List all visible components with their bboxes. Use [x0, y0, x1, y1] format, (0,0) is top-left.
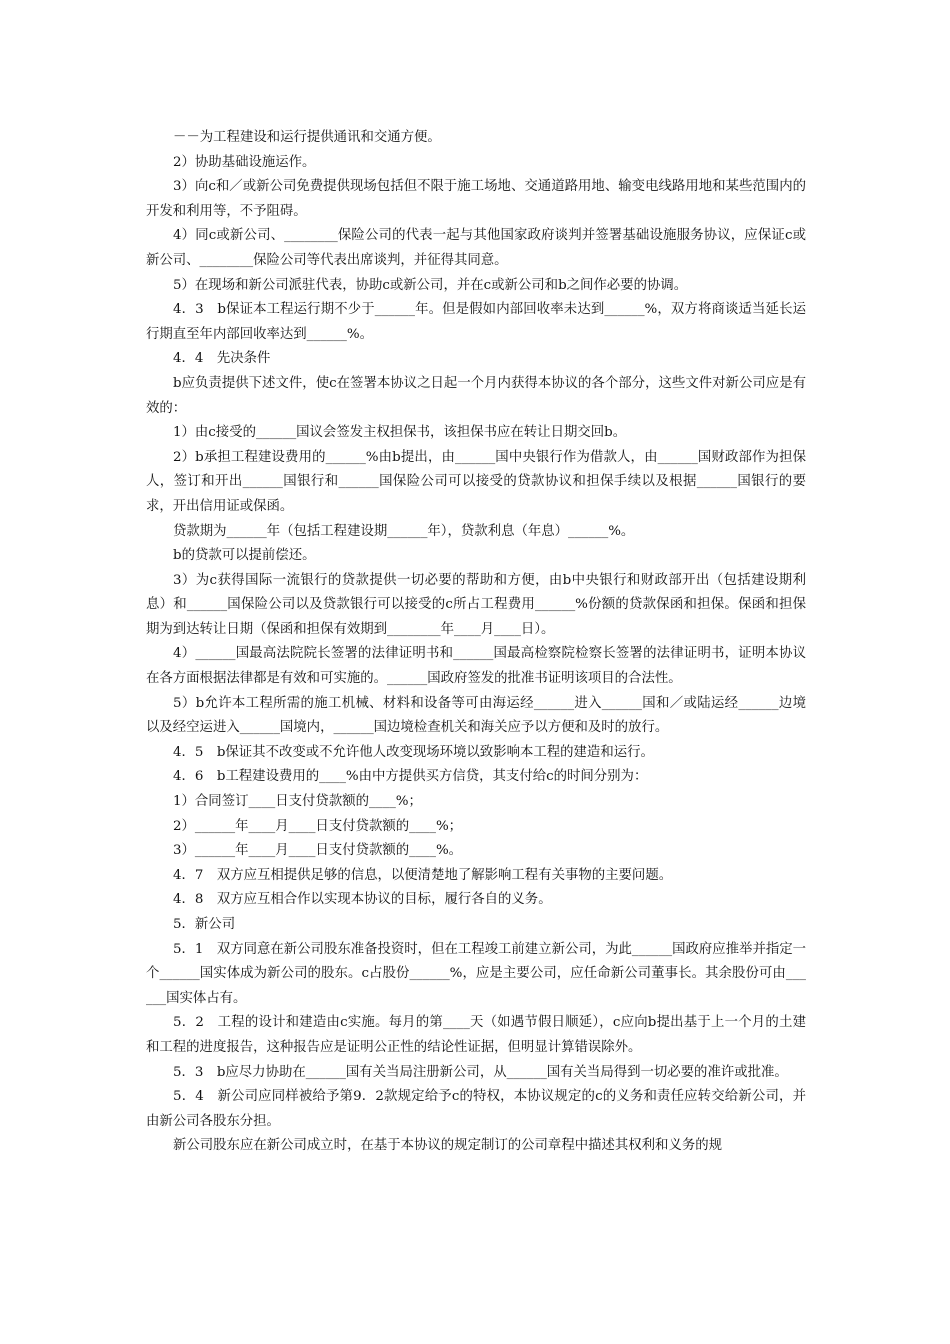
- paragraph: b应负责提供下述文件，使c在签署本协议之日起一个月内获得本协议的各个部分，这些文件对新公司应是有效的：: [146, 375, 806, 416]
- paragraph: 2）协助基础设施运作。: [173, 154, 316, 170]
- paragraph: b的贷款可以提前偿还。: [173, 548, 316, 564]
- paragraph: 5）b允许本工程所需的施工机械、材料和设备等可由海运经______进入______国和／或陆运经______边境以及经空运进入______国境内，______国边境检查机关和海关应予以方便和及时的放行。: [146, 695, 806, 736]
- paragraph: －－为工程建设和运行提供通讯和交通方便。: [173, 130, 441, 145]
- section-heading: 5．新公司: [173, 917, 236, 932]
- paragraph: 4．7 双方应互相提供足够的信息，以便清楚地了解影响工程有关事物的主要问题。: [173, 867, 673, 883]
- paragraph: 贷款期为______年（包括工程建设期______年），贷款利息（年息）______%。: [173, 523, 635, 539]
- paragraph: 5．1 双方同意在新公司股东准备投资时，但在工程竣工前建立新公司，为此______国政府应推举并指定一个______国实体成为新公司的股东。c占股份______%，应是主要公司，应任命新公司董事长。其余股份可由______国实体占有。: [146, 941, 807, 1006]
- paragraph: 5．4 新公司应同样被给予第9．2款规定给予c的特权，本协议规定的c的义务和责任应转交给新公司，并由新公司各股东分担。: [146, 1089, 806, 1129]
- section-heading: 4．4 先决条件: [173, 351, 271, 367]
- paragraph: 4．5 b保证其不改变或不允许他人改变现场环境以致影响本工程的建造和运行。: [173, 744, 654, 760]
- paragraph: 1）由c接受的______国议会签发主权担保书，该担保书应在转让日期交回b。: [173, 425, 627, 441]
- paragraph: 2）b承担工程建设费用的______%由b提出，由______国中央银行作为借款人，由______国财政部作为担保人，签订和开出______国银行和______国保险公司可以接受的贷款协议和担保手续以及根据______国银行的要求，开出信用证或保函。: [146, 449, 806, 514]
- paragraph: 2）______年____月____日支付贷款额的____%；: [173, 818, 463, 834]
- paragraph: 3）______年____月____日支付贷款额的____%。: [173, 843, 463, 859]
- document-page: [146, 126, 806, 1159]
- paragraph: 5．3 b应尽力协助在______国有关当局注册新公司，从______国有关当局得到一切必要的准许或批准。: [173, 1064, 788, 1080]
- paragraph: 1）合同签订____日支付贷款额的____%；: [173, 794, 422, 810]
- paragraph: 3）向c和／或新公司免费提供现场包括但不限于施工场地、交通道路用地、输变电线路用地和某些范围内的开发和利用等，不予阻碍。: [146, 179, 806, 219]
- paragraph: 5）在现场和新公司派驻代表，协助c或新公司，并在c或新公司和b之间作必要的协调。: [173, 277, 688, 293]
- paragraph: 5．2 工程的设计和建造由c实施。每月的第____天（如遇节假日顺延），c应向b提出基于上一个月的土建和工程的进度报告，这种报告应是证明公正性的结论性证据，但明显计算错误除外。: [146, 1015, 806, 1055]
- paragraph: 3）为c获得国际一流银行的贷款提供一切必要的帮助和方便，由b中央银行和财政部开出（包括建设期利息）和______国保险公司以及贷款银行可以接受的c所占工程费用______%份额的贷款保函和担保。保函和担保期为到达转让日期（保函和担保有效期到________年____月____日）。: [146, 572, 806, 637]
- paragraph: 4．8 双方应互相合作以实现本协议的目标，履行各自的义务。: [173, 892, 552, 908]
- paragraph: 新公司股东应在新公司成立时，在基于本协议的规定制订的公司章程中描述其权利和义务的规: [173, 1138, 723, 1154]
- paragraph: 4．3 b保证本工程运行期不少于______年。但是假如内部回收率未达到______%，双方将商谈适当延长运行期直至年内部回收率达到______%。: [146, 302, 806, 342]
- paragraph: 4）______国最高法院院长签署的法律证明书和______国最高检察院检察长签署的法律证明书，证明本协议在各方面根据法律都是有效和可实施的。______国政府签发的批准书证明该项目的合法性。: [146, 646, 806, 687]
- paragraph: 4．6 b工程建设费用的____%由中方提供买方信贷，其支付给c的时间分别为：: [173, 769, 648, 785]
- paragraph: 4）同c或新公司、________保险公司的代表一起与其他国家政府谈判并签署基础设施服务协议，应保证c或新公司、________保险公司等代表出席谈判，并征得其同意。: [146, 228, 806, 268]
